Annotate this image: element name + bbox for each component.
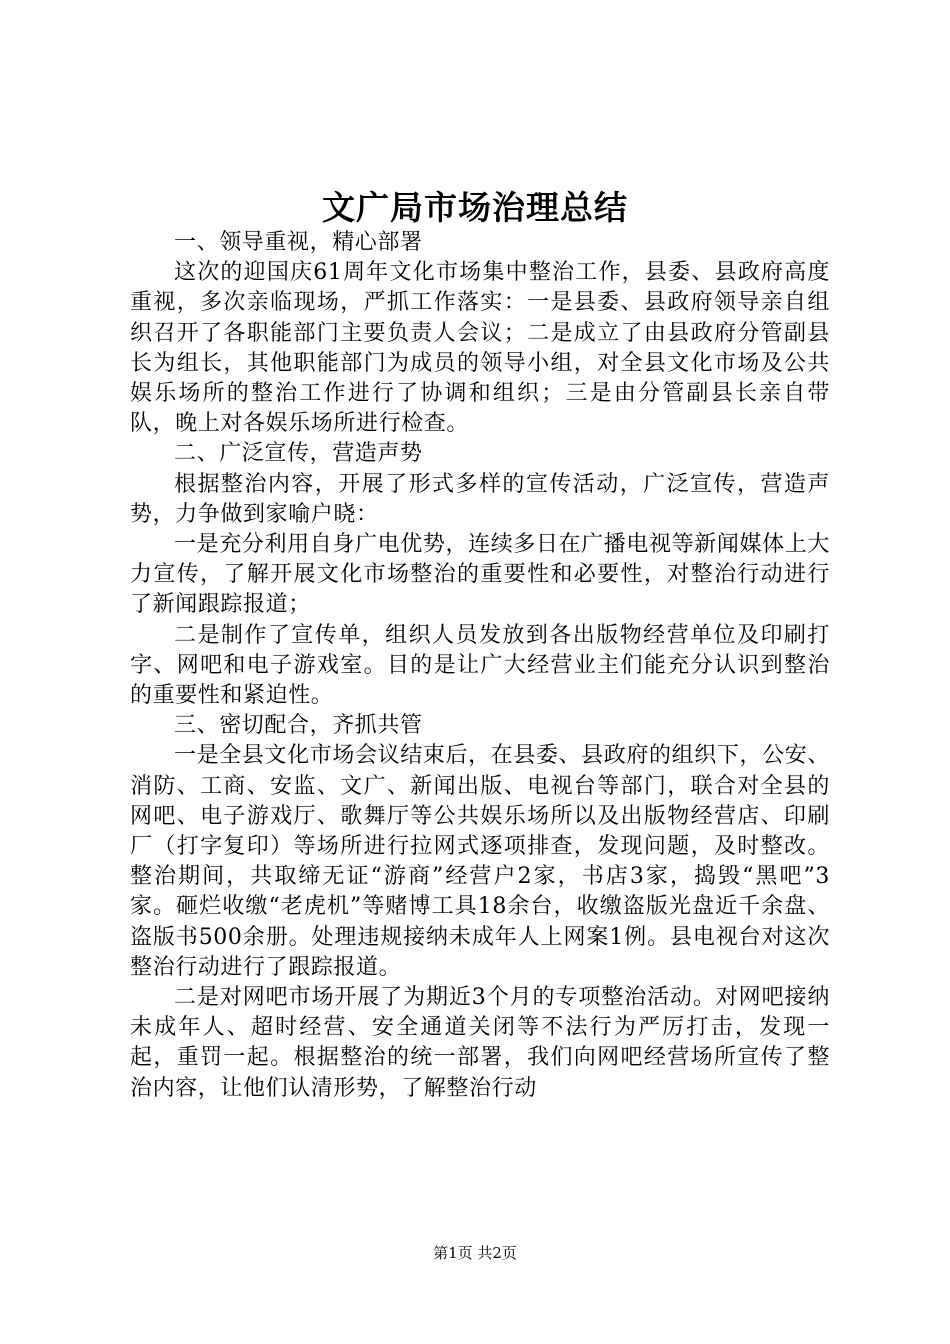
- document-body: [130, 228, 830, 1104]
- paragraph: 一是充分利用自身广电优势，连续多日在广播电视等新闻媒体上大力宣传，了解开展文化市场整治的重要性和必要性，对整治行动进行了新闻跟踪报道；: [130, 532, 830, 618]
- paragraph: 二是对网吧市场开展了为期近3个月的专项整治活动。对网吧接纳未成年人、超时经营、安全通道关闭等不法行为严厉打击，发现一起，重罚一起。根据整治的统一部署，我们向网吧经营场所宣传了整治内容，让他们认清形势，了解整治行动: [130, 985, 830, 1101]
- section-heading-1: 一、领导重视，精心部署: [174, 230, 423, 255]
- paragraph: 二是制作了宣传单，组织人员发放到各出版物经营单位及印刷打字、网吧和电子游戏室。目的是让广大经营业主们能充分认识到整治的重要性和紧迫性。: [130, 622, 830, 709]
- section-heading-3: 三、密切配合，齐抓共管: [174, 713, 423, 739]
- page-footer: 第1页 共2页: [433, 1244, 517, 1262]
- document-title: 文广局市场治理总结: [322, 188, 628, 227]
- section-heading-2: 二、广泛宣传，营造声势: [174, 441, 423, 467]
- paragraph: 根据整治内容，开展了形式多样的宣传活动，广泛宣传，营造声势，力争做到家喻户晓：: [130, 471, 830, 527]
- paragraph: 这次的迎国庆61周年文化市场集中整治工作，县委、县政府高度重视，多次亲临现场，严抓工作落实：一是县委、县政府领导亲自组织召开了各职能部门主要负责人会议；二是成立了由县政府分管副县长为组长，其他职能部门为成员的领导小组，对全县文化市场及公共娱乐场所的整治工作进行了协调和组织；三是由分管副县长亲自带队，晚上对各娱乐场所进行检查。: [130, 260, 830, 437]
- paragraph: 一是全县文化市场会议结束后，在县委、县政府的组织下，公安、消防、工商、安监、文广、新闻出版、电视台等部门，联合对全县的网吧、电子游戏厅、歌舞厅等公共娱乐场所以及出版物经营店、印刷厂（打字复印）等场所进行拉网式逐项排查，发现问题，及时整改。整治期间，共取缔无证“游商”经营户2家，书店3家，捣毁“黑吧”3家。砸烂收缴“老虎机”等赌博工具18余台，收缴盗版光盘近千余盘、盗版书500余册。处理违规接纳未成年人上网案1例。县电视台对这次整治行动进行了跟踪报道。: [130, 743, 830, 980]
